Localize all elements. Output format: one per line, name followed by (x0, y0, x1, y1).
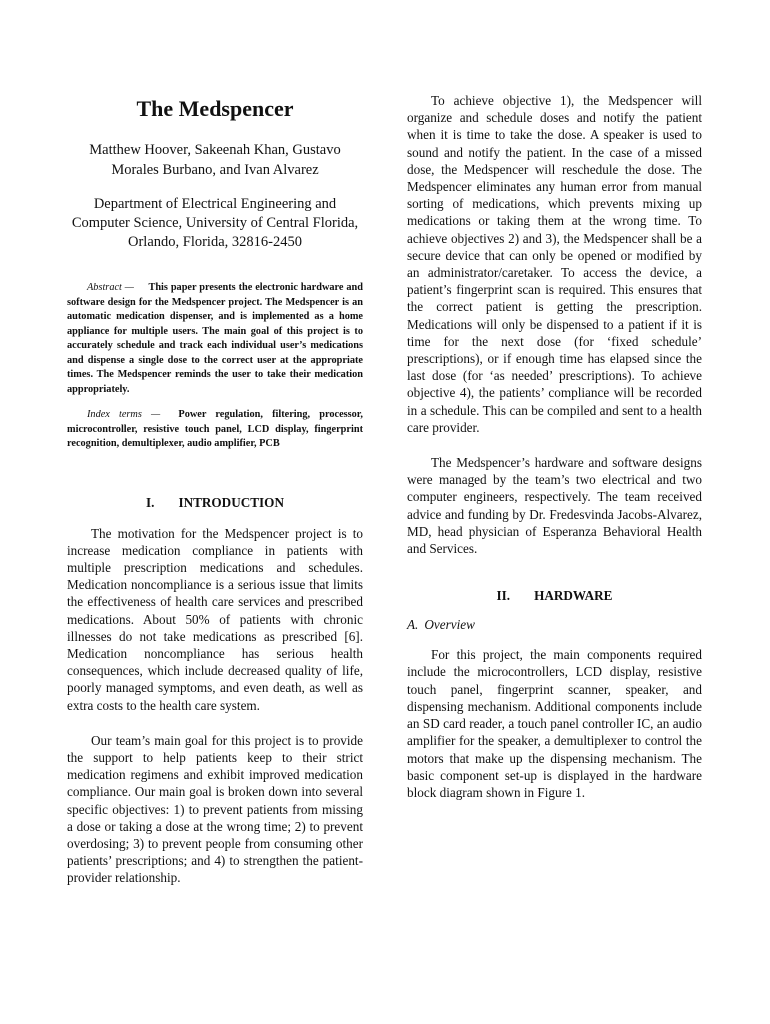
intro-paragraph-4: The Medspencer’s hardware and software designs were managed by the team’s two electrical and two computer engineers, respectively. The team received advice and funding by Dr. Fredesvinda Jacobs-Alvarez, MD, head physician of Esperanza Behavioral Health and Services. (407, 455, 702, 557)
intro-paragraph-3: To achieve objective 1), the Medspencer will organize and schedule doses and notify the patient when it is time to take the dose. A speaker is used to sound and notify the patient. In the case of a missed dose, the Medspencer will reschedule the dose. The Medspencer eliminates any human error from manual sorting of medications, which prevents mixing up medications or taking them at the wrong time. To achieve objectives 2) and 3), the Medspencer shall be a secure device that can only be opened or modified by an administrator/caretaker. To access the device, a patient’s fingerprint scan is required. This ensures that the correct patient is getting the prescription. Medications will only be dispensed to a patient if it is time for the next dose (for ‘fixed schedule’ prescriptions), or if enough time has elapsed since the last dose (for ‘as needed’ prescriptions). To achieve objective 4), the patients’ compliance will be recorded in a schedule. This can be compiled and sent to a health care provider. (407, 93, 702, 435)
paper-title: The Medspencer (136, 96, 294, 121)
abstract-text: This paper presents the electronic hardware and software design for the Medspencer project. The Medspencer is an automatic medication dispenser, and is implemented as a home appliance for multiple users. The main goal of this project is to accurately schedule and track each individual user’s medications and dispense a single dose to the correct user at the appropriate times. The Medspencer reminds the user to take their medication appropriately. (67, 282, 364, 395)
section-title: HARDWARE (534, 588, 613, 604)
left-column (67, 92, 363, 887)
intro-paragraph-1: The motivation for the Medspencer project is to increase medication compliance in patients with multiple prescription medications and schedules. Medication noncompliance is a serious issue that limits the effectiveness of health care services and prescribed medications. About 50% of patients with chronic illnesses do not take medications as prescribed [6]. Medication noncompliance has serious health consequences, which include decreased quality of life, poorly managed symptoms, and even death, as well as extra costs to the health care system. (67, 525, 363, 713)
section-title: INTRODUCTION (178, 494, 284, 510)
hardware-overview-paragraph: For this project, the main components required include the microcontrollers, LCD display, resistive touch panel, fingerprint scanner, speaker, and dispensing mechanism. Additional components include an SD card reader, a touch panel controller IC, an audio amplifier for the speaker, a demultiplexer to control the motors that make up the dispensing mechanism. The basic component set-up is displayed in the hardware block diagram shown in Figure 1. (407, 647, 702, 800)
section-heading-hardware (407, 587, 702, 604)
section-heading-introduction (67, 494, 363, 511)
subsection-number: A. (407, 617, 419, 633)
author-list: Matthew Hoover, Sakeenah Khan, Gustavo Morales Burbano, and Ivan Alvarez (89, 142, 341, 178)
right-column (407, 92, 702, 801)
affiliation: Department of Electrical Engineering and Computer Science, University of Central Florida, Orlando, Florida, 32816-2450 (71, 196, 359, 250)
index-terms-label: Index terms — (87, 409, 161, 420)
index-terms (67, 408, 363, 452)
intro-paragraph-2: Our team’s main goal for this project is to provide the support to help patients keep to their strict medication regimens and exhibit improved medication compliance. Our main goal is broken down into several specific objectives: 1) to prevent patients from missing a dose or taking a dose at the wrong time; 2) to prevent overdosing; 3) to prevent people from consuming other patients’ prescriptions; and 4) to strengthen the patient-provider relationship. (67, 732, 363, 886)
subsection-title: Overview (424, 617, 475, 633)
section-number: II. (496, 588, 511, 604)
abstract-label: Abstract — (87, 282, 134, 293)
abstract (67, 281, 363, 397)
index-terms-text: Power regulation, filtering, processor, microcontroller, resistive touch panel, LCD display, fingerprint recognition, demultiplexer, audio amplifier, PCB (67, 409, 363, 449)
section-number: I. (146, 494, 155, 510)
subsection-heading-overview (407, 616, 702, 633)
